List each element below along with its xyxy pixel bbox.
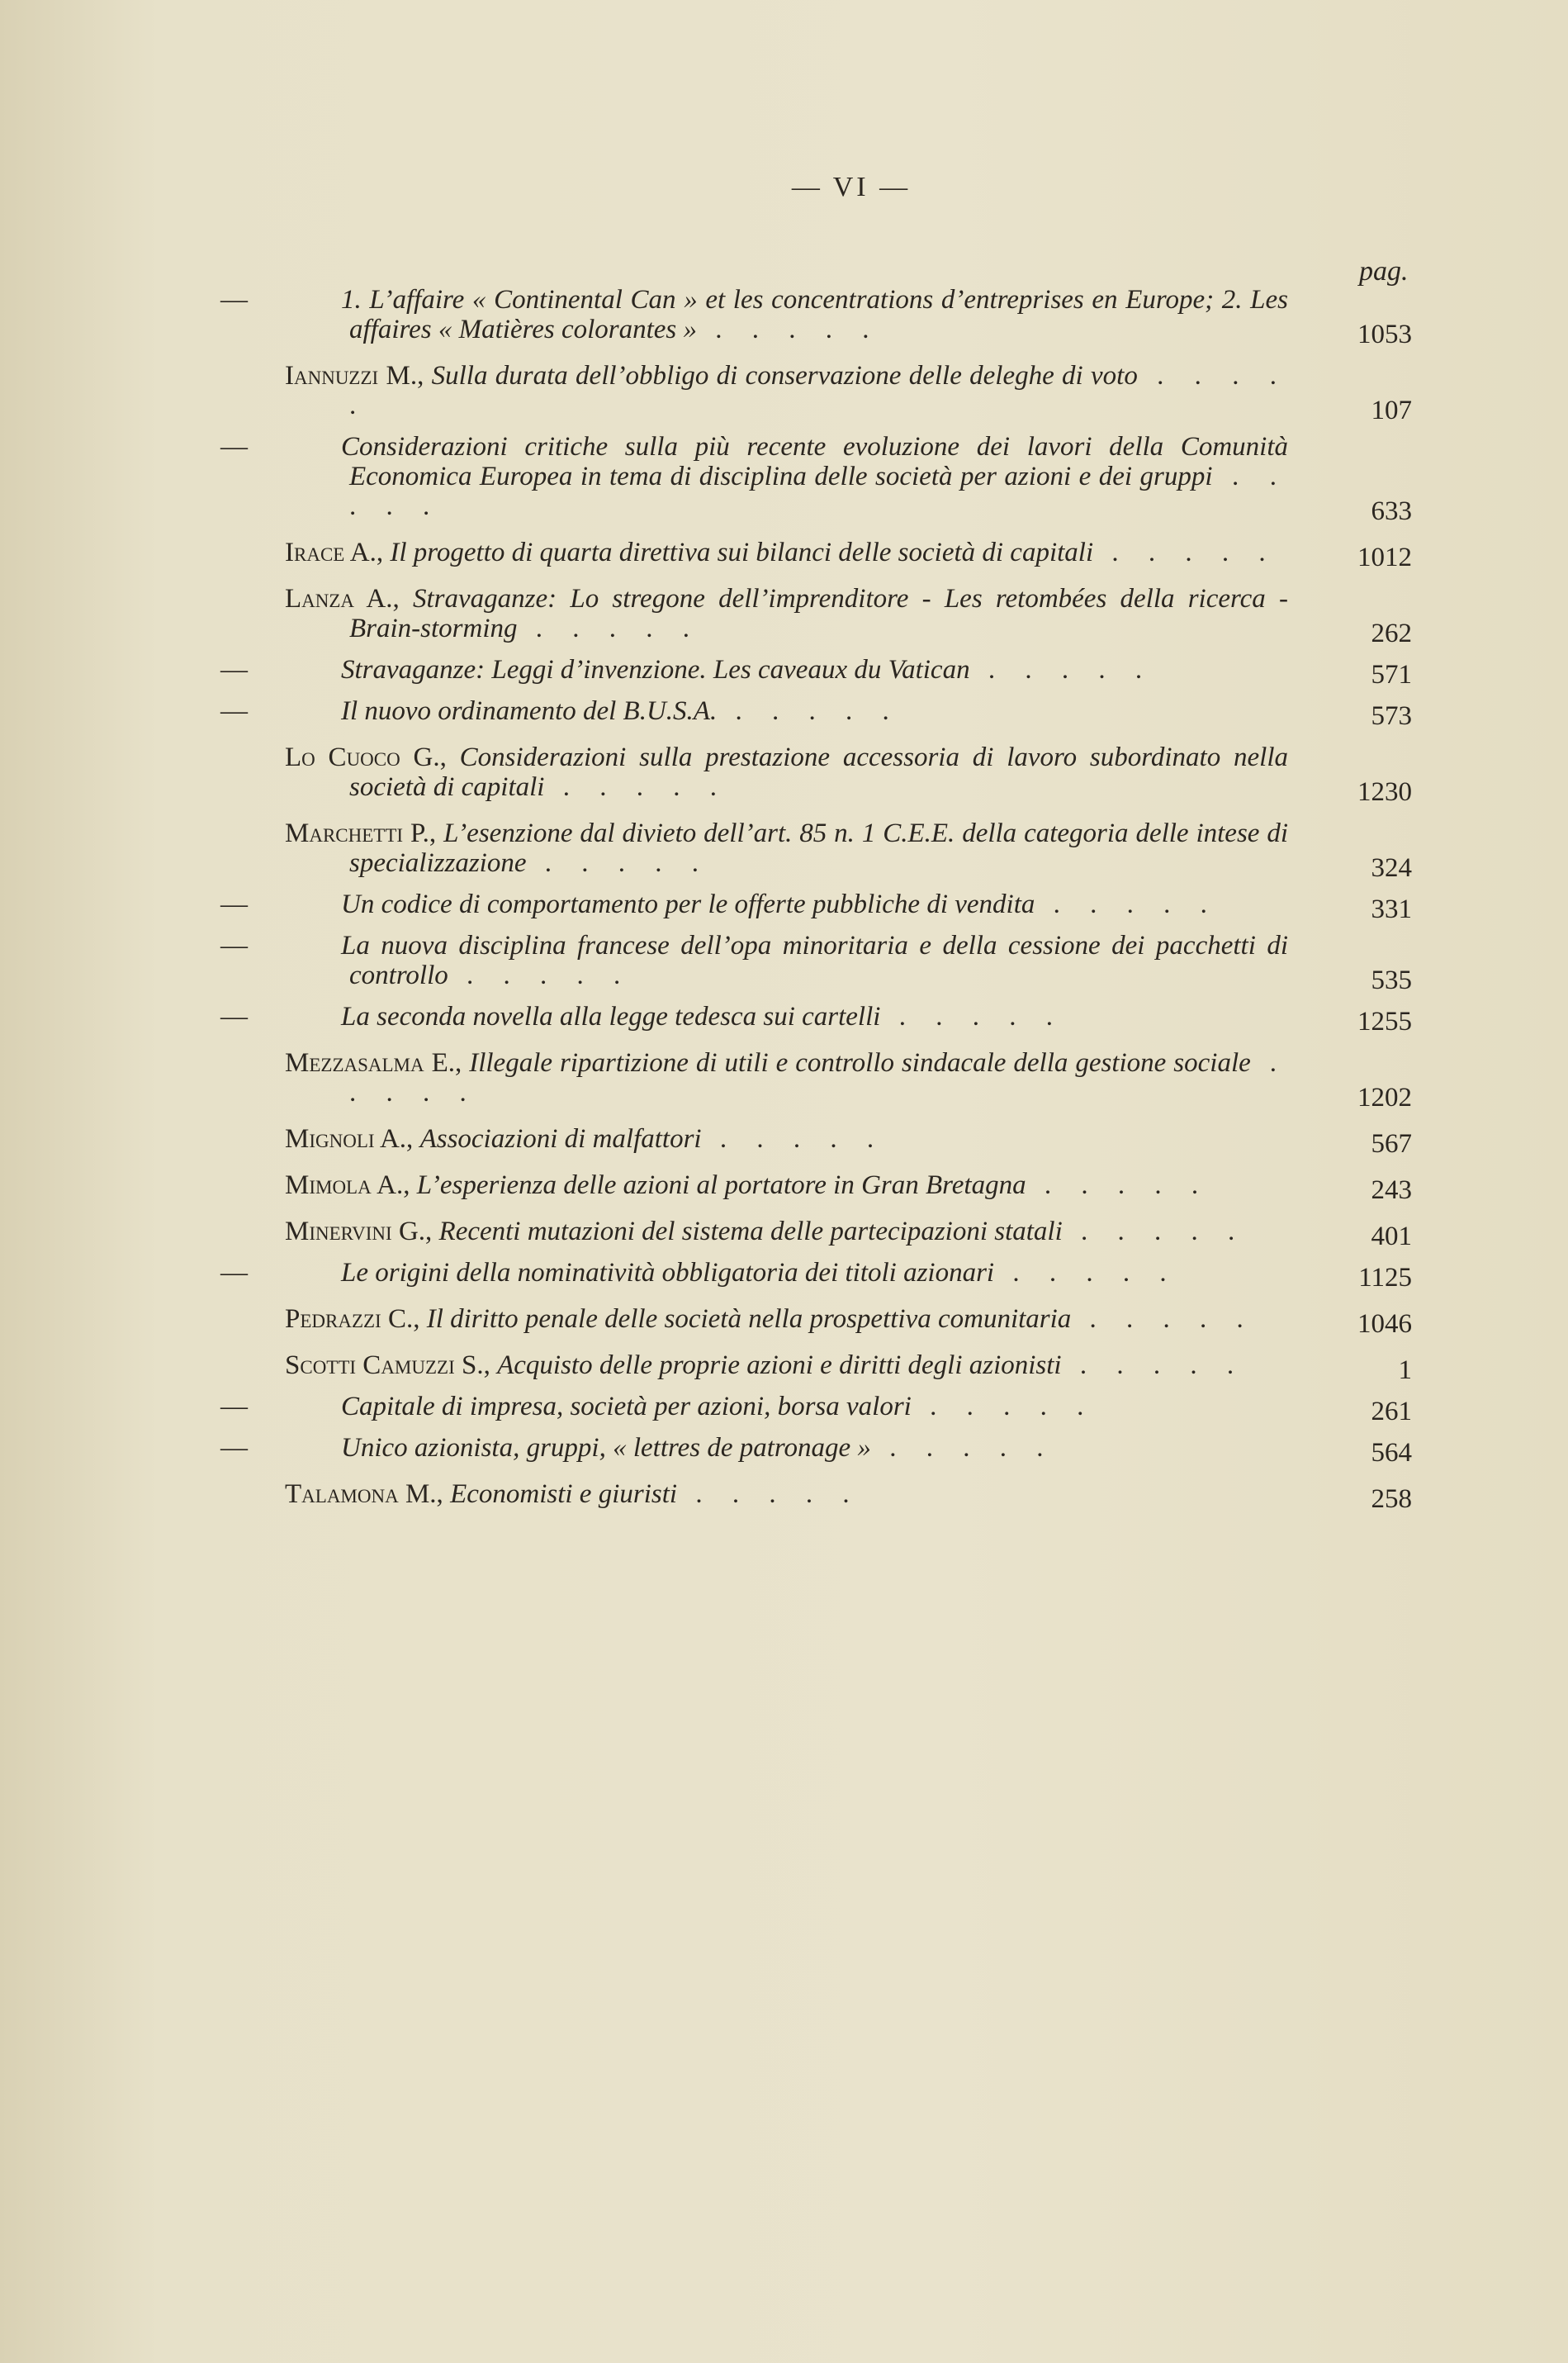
author-group [285, 1479, 1412, 1514]
author-group [285, 1048, 1412, 1113]
article-title: La seconda novella alla legge tedesca sui cartelli [341, 1002, 881, 1032]
entry-dash: — [220, 696, 248, 726]
author-name: Irace A., [285, 538, 384, 567]
dot-leader: . . . . . [994, 1258, 1178, 1288]
toc-entry [220, 1392, 1412, 1426]
author-group [220, 1217, 1412, 1293]
article-title: Considerazioni critiche sulla più recente evoluzione dei lavori della Comunità Economica Europea in tema di disciplina delle società per azioni e dei gruppi [341, 432, 1288, 491]
page-number: 1046 [1357, 1309, 1412, 1339]
page-number: 401 [1371, 1222, 1412, 1251]
page-number: 258 [1371, 1484, 1412, 1514]
dot-leader: . . . . . [1062, 1217, 1247, 1246]
entry-text [285, 819, 1288, 878]
toc-entry [220, 1002, 1412, 1037]
article-title: Il progetto di quarta direttiva sui bilanci delle società di capitali [390, 538, 1094, 567]
dot-leader: . . . . . [1035, 890, 1219, 919]
article-title: Stravaganze: Leggi d’invenzione. Les caveaux du Vatican [341, 655, 970, 685]
toc-entry [285, 819, 1412, 883]
toc-entry [220, 655, 1412, 690]
author-name: Marchetti P., [285, 819, 437, 848]
dot-leader: . . . . . [544, 772, 728, 802]
dot-leader: . . . . . [1026, 1170, 1210, 1200]
entry-text [285, 1304, 1288, 1334]
dot-leader: . . . . . [349, 462, 1288, 521]
toc-entry [220, 1433, 1412, 1468]
dot-leader: . . . . . [677, 1479, 861, 1509]
toc-entry [285, 1048, 1412, 1113]
toc-entry [220, 1258, 1412, 1293]
entry-text [220, 432, 1288, 521]
author-name: Mignoli A., [285, 1124, 414, 1154]
dot-leader: . . . . . [870, 1433, 1055, 1463]
table-of-contents [220, 285, 1412, 1526]
entry-dash: — [220, 1392, 248, 1421]
entry-dash: — [220, 432, 248, 462]
author-group [220, 1350, 1412, 1468]
author-name: Scotti Camuzzi S., [285, 1350, 490, 1380]
entry-dash: — [220, 1002, 248, 1032]
toc-entry [220, 285, 1412, 349]
page-number: 633 [1371, 496, 1412, 526]
entry-text [220, 696, 1288, 726]
author-name: Mimola A., [285, 1170, 410, 1200]
entry-text [285, 1048, 1288, 1108]
dot-leader: . . . . . [448, 961, 632, 990]
page-number: 571 [1371, 660, 1412, 690]
page-column-label: pag. [1359, 256, 1409, 287]
entry-dash: — [220, 931, 248, 961]
page-number: 1 [1398, 1355, 1412, 1385]
entry-dash: — [220, 890, 248, 919]
article-title: Recenti mutazioni del sistema delle partecipazioni statali [438, 1217, 1063, 1246]
page-number: 564 [1371, 1438, 1412, 1468]
article-title: Un codice di comportamento per le offerte pubbliche di vendita [341, 890, 1035, 919]
entry-text [220, 655, 1288, 685]
article-title: L’esperienza delle azioni al portatore in Gran Bretagna [416, 1170, 1026, 1200]
article-title: Illegale ripartizione di utili e controllo sindacale della gestione sociale [469, 1048, 1251, 1078]
toc-entry [285, 538, 1412, 572]
author-group [220, 361, 1412, 526]
entry-text [220, 285, 1288, 344]
toc-entry [220, 432, 1412, 526]
author-name: Lanza A., [285, 584, 400, 614]
toc-entry [220, 696, 1412, 731]
dot-leader: . . . . . [911, 1392, 1096, 1421]
entry-text [285, 361, 1288, 420]
entry-text [220, 890, 1288, 919]
page-number: 573 [1371, 701, 1412, 731]
entry-text [285, 1217, 1288, 1246]
article-title: Economisti e giuristi [450, 1479, 678, 1509]
entry-text [220, 1392, 1288, 1421]
article-title: Le origini della nominatività obbligatoria dei titoli azionari [341, 1258, 995, 1288]
page-number: 261 [1371, 1397, 1412, 1426]
page-number: 1255 [1357, 1007, 1412, 1037]
dot-leader: . . . . . [701, 1124, 886, 1154]
page-number: 324 [1371, 853, 1412, 883]
dot-leader: . . . . . [349, 361, 1289, 420]
author-group [220, 285, 1412, 349]
entry-text [285, 1124, 1288, 1154]
dot-leader: . . . . . [1061, 1350, 1246, 1380]
article-title: Considerazioni sulla prestazione accessoria di lavoro subordinato nella società di capitali [349, 743, 1289, 802]
article-title: Il nuovo ordinamento del B.U.S.A. [341, 696, 718, 726]
entry-text [220, 1002, 1288, 1032]
entry-text [285, 743, 1288, 802]
author-group [285, 1304, 1412, 1339]
entry-dash: — [220, 1258, 248, 1288]
author-name: Lo Cuoco G., [285, 743, 447, 772]
article-title: Stravaganze: Lo stregone dell’imprenditore - Les retombées della ricerca - Brain-storming [349, 584, 1288, 643]
entry-text [220, 1258, 1288, 1288]
author-group [285, 538, 1412, 572]
entry-text [285, 1170, 1288, 1200]
toc-entry [285, 1124, 1412, 1159]
toc-entry [285, 743, 1412, 807]
entry-dash: — [220, 1433, 248, 1463]
dot-leader: . . . . . [1071, 1304, 1255, 1334]
toc-entry [285, 1479, 1412, 1514]
article-title: Associazioni di malfattori [419, 1124, 702, 1154]
author-name: Minervini G., [285, 1217, 433, 1246]
author-group [220, 584, 1412, 731]
author-group [285, 1124, 1412, 1159]
page-number: 331 [1371, 894, 1412, 924]
toc-entry [285, 361, 1412, 425]
page-number: 535 [1371, 966, 1412, 995]
page-number: 1053 [1357, 320, 1412, 349]
page-number: 243 [1371, 1175, 1412, 1205]
author-name: Pedrazzi C., [285, 1304, 420, 1334]
article-title: L’esenzione dal divieto dell’art. 85 n. 1 C.E.E. della categoria delle intese di specializzazione [349, 819, 1289, 878]
page-folio: — VI — [791, 172, 912, 202]
dot-leader: . . . . . [526, 848, 710, 878]
page-number: 1012 [1357, 543, 1412, 572]
entry-text [285, 1350, 1288, 1380]
toc-entry [285, 584, 1412, 648]
entry-text [220, 931, 1288, 990]
dot-leader: . . . . . [517, 614, 702, 643]
toc-entry [285, 1304, 1412, 1339]
page-number: 107 [1371, 396, 1412, 425]
toc-entry [285, 1217, 1412, 1251]
author-group [220, 819, 1412, 1037]
entry-dash: — [220, 285, 248, 315]
dot-leader: . . . . . [349, 1048, 1289, 1108]
dot-leader: . . . . . [880, 1002, 1064, 1032]
article-title: Sulla durata dell’obbligo di conservazione delle deleghe di voto [431, 361, 1138, 391]
dot-leader: . . . . . [717, 696, 901, 726]
entry-text [285, 538, 1288, 567]
article-title: Unico azionista, gruppi, « lettres de patronage » [341, 1433, 871, 1463]
article-title: Capitale di impresa, società per azioni, borsa valori [341, 1392, 912, 1421]
author-group [285, 743, 1412, 807]
entry-text [220, 1433, 1288, 1463]
entry-dash: — [220, 655, 248, 685]
page-number: 1202 [1357, 1083, 1412, 1113]
entry-text [285, 1479, 1288, 1509]
page-number: 567 [1371, 1129, 1412, 1159]
toc-entry [285, 1170, 1412, 1205]
dot-leader: . . . . . [1093, 538, 1277, 567]
author-name: Talamona M., [285, 1479, 443, 1509]
page-number: 262 [1371, 619, 1412, 648]
article-title: Acquisto delle proprie azioni e diritti degli azionisti [497, 1350, 1062, 1380]
page-number: 1230 [1357, 777, 1412, 807]
dot-leader: . . . . . [969, 655, 1154, 685]
author-name: Iannuzzi M., [285, 361, 424, 391]
page-number: 1125 [1358, 1263, 1412, 1293]
toc-entry [220, 890, 1412, 924]
author-name: Mezzasalma E., [285, 1048, 462, 1078]
dot-leader: . . . . . [697, 315, 881, 344]
article-title: 1. L’affaire « Continental Can » et les concentrations d’entreprises en Europe; 2. Les affaires « Matières colorantes » [341, 285, 1288, 344]
toc-entry [285, 1350, 1412, 1385]
author-group [285, 1170, 1412, 1205]
article-title: Il diritto penale delle società nella prospettiva comunitaria [426, 1304, 1072, 1334]
toc-entry [220, 931, 1412, 995]
article-title: La nuova disciplina francese dell’opa minoritaria e della cessione dei pacchetti di controllo [341, 931, 1288, 990]
entry-text [285, 584, 1288, 643]
